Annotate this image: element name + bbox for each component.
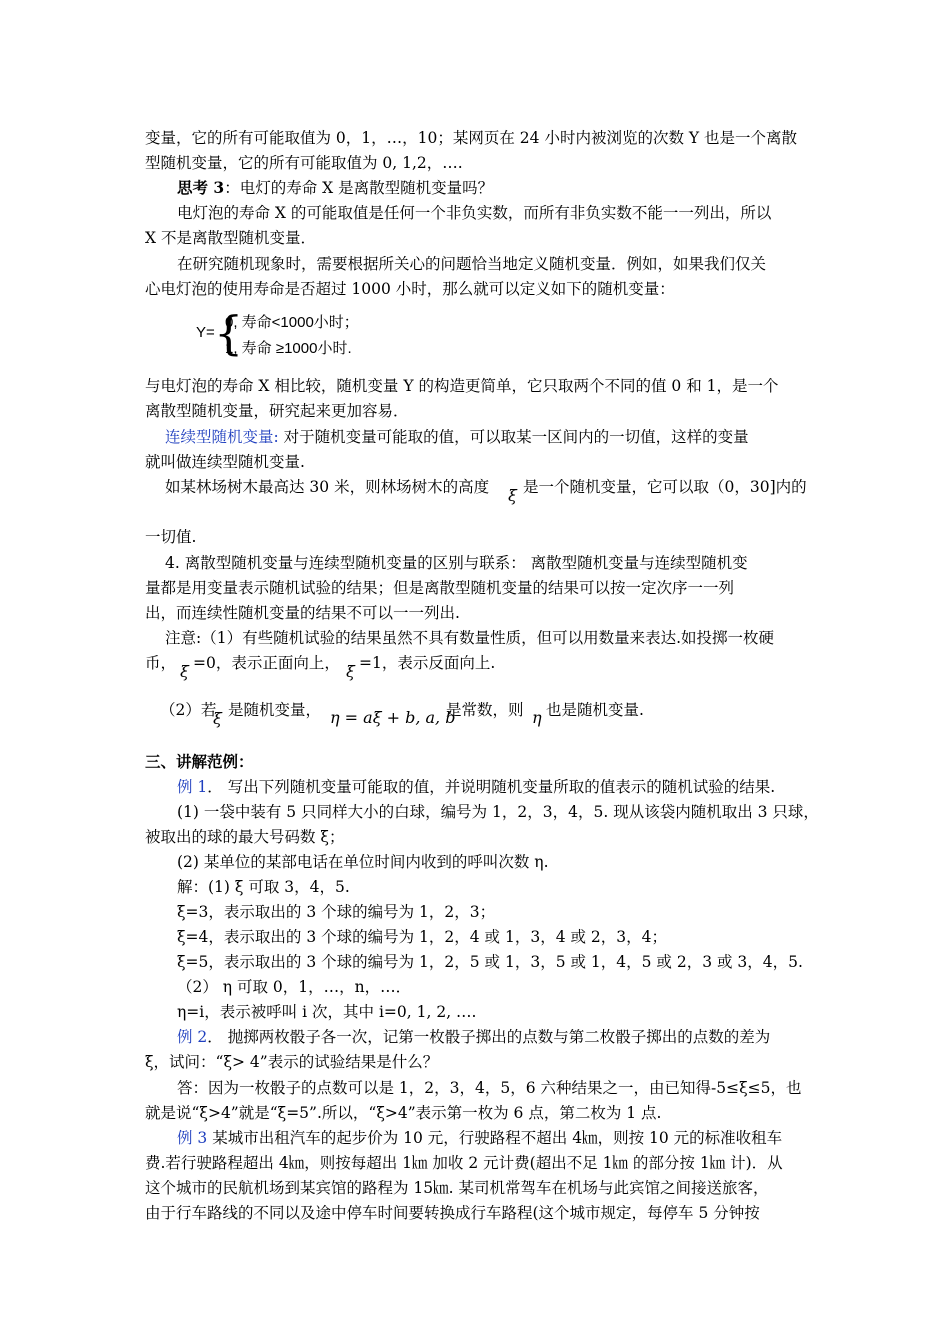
answer-line: 答：因为一枚骰子的点数可以是 1，2，3，4，5，6 六种结果之一，由已知得-5≤ξ≤5，也 (177, 1079, 802, 1097)
paragraph-line: (1) 一袋中装有 5 只同样大小的白球，编号为 1，2，3，4，5. 现从该袋内随机取出 3 只球， (177, 803, 819, 821)
paragraph-line: 被取出的球的最大号码数 ξ； (145, 828, 345, 846)
paragraph-line: 电灯泡的寿命 X 的可能取值是任何一个非负实数，而所有非负实数不能一一列出，所以 (177, 204, 772, 222)
note-line: 是常数，则 (446, 701, 524, 719)
note-line: 注意:（1）有些随机试验的结果虽然不具有数量性质，但可以用数量来表达.如投掷一枚硬 (165, 629, 775, 647)
example-heading (177, 777, 775, 797)
example-line: 是一个随机变量，它可以取（0，30]内的 (523, 478, 807, 496)
paragraph-line: 由于行车路线的不同以及途中停车时间要转换成行车路程(这个城市规定，每停车 5 分钟按 (145, 1204, 760, 1222)
paragraph-line: 量都是用变量表示随机试验的结果；但是离散型随机变量的结果可以按一定次序一一列 (145, 579, 735, 597)
example-label: 例 1 (177, 778, 208, 796)
formula-case-2: 1, 寿命 ≥1000小时. (225, 340, 352, 357)
definition-line (165, 427, 749, 447)
note-line: 币， (145, 654, 177, 672)
solution-line: η=i，表示被呼叫 i 次，其中 i=0, 1, 2, …. (177, 1003, 477, 1021)
paragraph-line: 心电灯泡的使用寿命是否超过 1000 小时，那么就可以定义如下的随机变量： (145, 280, 675, 298)
paragraph-line: 费.若行驶路程超出 4㎞，则按每超出 1㎞ 加收 2 元计费(超出不足 1㎞ 的部分按 1㎞ 计)．从 (145, 1154, 783, 1172)
example-label: 例 3 (177, 1129, 208, 1147)
inline-formula: η = aξ + b, a, b (330, 708, 456, 727)
example-line: 如某林场树木最高达 30 米，则林场树木的高度 (165, 478, 490, 496)
solution-line: 解：(1) ξ 可取 3，4，5. (177, 878, 350, 896)
formula-brace: { (214, 306, 244, 360)
paragraph-line: 这个城市的民航机场到某宾馆的路程为 15㎞. 某司机常驾车在机场与此宾馆之间接送旅客， (145, 1179, 769, 1197)
example-heading (177, 1027, 770, 1047)
note-line: =0，表示正面向上， (193, 654, 340, 672)
paragraph-line: 与电灯泡的寿命 X 相比较，随机变量 Y 的构造更简单，它只取两个不同的值 0 和 1，是一个 (145, 377, 779, 395)
example-text: ． 写出下列随机变量可能取的值，并说明随机变量所取的值表示的随机试验的结果. (207, 778, 776, 796)
solution-line: ξ=5，表示取出的 3 个球的编号为 1，2，5 或 1，3，5 或 1，4，5 或 2，3 或 3，4，5. (177, 953, 803, 971)
xi-symbol: ξ (346, 662, 355, 681)
paragraph-line: 出，而连续性随机变量的结果不可以一一列出. (145, 604, 460, 622)
note-line: （2）若 (160, 701, 217, 719)
solution-line: ξ=4，表示取出的 3 个球的编号为 1，2，4 或 1，3，4 或 2，3，4； (177, 928, 667, 946)
example-text: ． 抛掷两枚骰子各一次，记第一枚骰子掷出的点数与第二枚骰子掷出的点数的差为 (207, 1028, 771, 1046)
definition-term: 连续型随机变量: (165, 428, 279, 446)
formula-lhs: Y= (196, 324, 215, 341)
section-title: 三、讲解范例： (145, 752, 254, 771)
paragraph-line: 4. 离散型随机变量与连续型随机变量的区别与联系： 离散型随机变量与连续型随机变 (165, 554, 748, 572)
example-text: 某城市出租汽车的起步价为 10 元，行驶路程不超出 4㎞，则按 10 元的标准收租车 (207, 1129, 783, 1147)
definition-text: 对于随机变量可能取的值，可以取某一区间内的一切值，这样的变量 (278, 428, 749, 446)
solution-line: （2） η 可取 0，1，…，n，…． (177, 978, 412, 996)
solution-line: ξ=3，表示取出的 3 个球的编号为 1，2，3； (177, 903, 496, 921)
xi-symbol: ξ (508, 486, 517, 505)
paragraph-line: 在研究随机现象时，需要根据所关心的问题恰当地定义随机变量．例如，如果我们仅关 (177, 255, 767, 273)
paragraph-line: 就叫做连续型随机变量. (145, 453, 305, 471)
note-line: =1，表示反面向上. (359, 654, 496, 672)
note-line: 也是随机变量. (546, 701, 644, 719)
think-question-text: ：电灯的寿命 X 是离散型随机变量吗？ (224, 179, 494, 197)
paragraph-line: (2) 某单位的某部电话在单位时间内收到的呼叫次数 η. (177, 853, 549, 871)
example-heading (177, 1128, 782, 1148)
paragraph-line: 型随机变量，它的所有可能取值为 0, 1,2，…. (145, 154, 463, 172)
formula-case-1: 0, 寿命<1000小时； (225, 314, 359, 331)
think-question (177, 178, 493, 198)
xi-symbol: ξ (180, 662, 189, 681)
paragraph-line: X 不是离散型随机变量． (145, 229, 316, 247)
paragraph-line: 变量，它的所有可能取值为 0，1，…，10；某网页在 24 小时内被浏览的次数 Y 也是一个离散 (145, 129, 798, 147)
paragraph-line: ξ，试问：“ξ> 4”表示的试验结果是什么？ (145, 1053, 439, 1071)
answer-line: 就是说“ξ>4”就是“ξ=5”.所以，“ξ>4”表示第一枚为 6 点，第二枚为 1 点. (145, 1104, 662, 1122)
eta-symbol: η (532, 708, 542, 727)
xi-symbol: ξ (213, 709, 222, 728)
think-label: 思考 3 (177, 178, 225, 197)
paragraph-line: 离散型随机变量，研究起来更加容易． (145, 402, 409, 420)
paragraph-line: 一切值. (145, 528, 197, 546)
note-line: 是随机变量， (228, 701, 322, 719)
example-label: 例 2 (177, 1028, 208, 1046)
